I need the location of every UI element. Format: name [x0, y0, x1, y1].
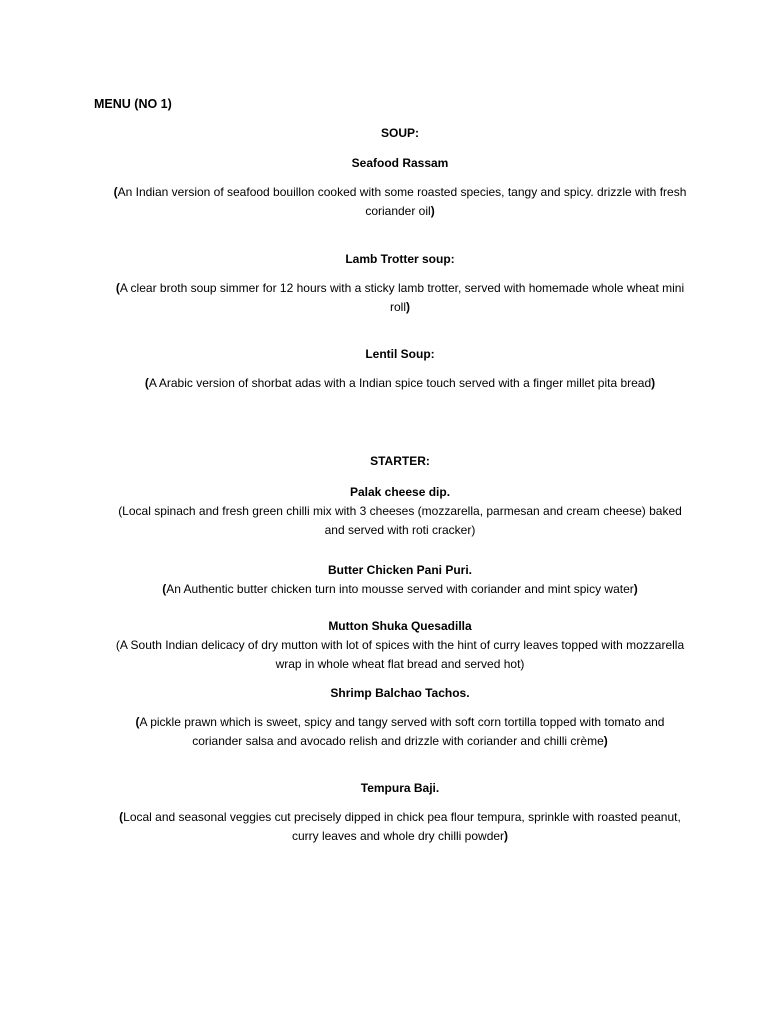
dish-description: (Local and seasonal veggies cut precisely dipped in chick pea flour tempura, sprinkle with roasted peanut, curry leaves and whole dry chilli powder) — [119, 810, 681, 843]
dish-name: Lentil Soup: — [365, 347, 435, 361]
dish-name: Mutton Shuka Quesadilla — [328, 619, 472, 633]
dish-description: (A pickle prawn which is sweet, spicy and tangy served with soft corn tortilla topped with tomato and coriander salsa and avocado relish and drizzle with coriander and chilli crème) — [135, 715, 665, 748]
dish-name: Tempura Baji. — [360, 781, 440, 795]
dish-name: Palak cheese dip. — [349, 485, 451, 499]
dish-description: (A clear broth soup simmer for 12 hours with a sticky lamb trotter, served with homemade whole wheat mini roll) — [115, 281, 685, 314]
dish-name: Butter Chicken Pani Puri. — [327, 563, 473, 577]
dish-name: Lamb Trotter soup: — [345, 252, 455, 266]
dish-description: (A Arabic version of shorbat adas with a Indian spice touch served with a finger millet pita bread) — [144, 376, 656, 390]
menu-title: MENU (NO 1) — [94, 97, 172, 111]
starter-heading: STARTER: — [370, 454, 430, 468]
soup-heading: SOUP: — [380, 126, 419, 140]
dish-name: Seafood Rassam — [351, 156, 449, 170]
dish-description: (A South Indian delicacy of dry mutton with lot of spices with the hint of curry leaves topped with mozzarella wrap in whole wheat flat bread and served hot) — [115, 638, 685, 671]
dish-description: (Local spinach and fresh green chilli mix with 3 cheeses (mozzarella, parmesan and cream cheese) baked and served with roti cracker) — [118, 504, 682, 537]
dish-name: Shrimp Balchao Tachos. — [330, 686, 470, 700]
dish-description: (An Authentic butter chicken turn into mousse served with coriander and mint spicy water) — [162, 582, 638, 596]
dish-description: (An Indian version of seafood bouillon cooked with some roasted species, tangy and spicy. drizzle with fresh coriander oil) — [113, 185, 687, 218]
